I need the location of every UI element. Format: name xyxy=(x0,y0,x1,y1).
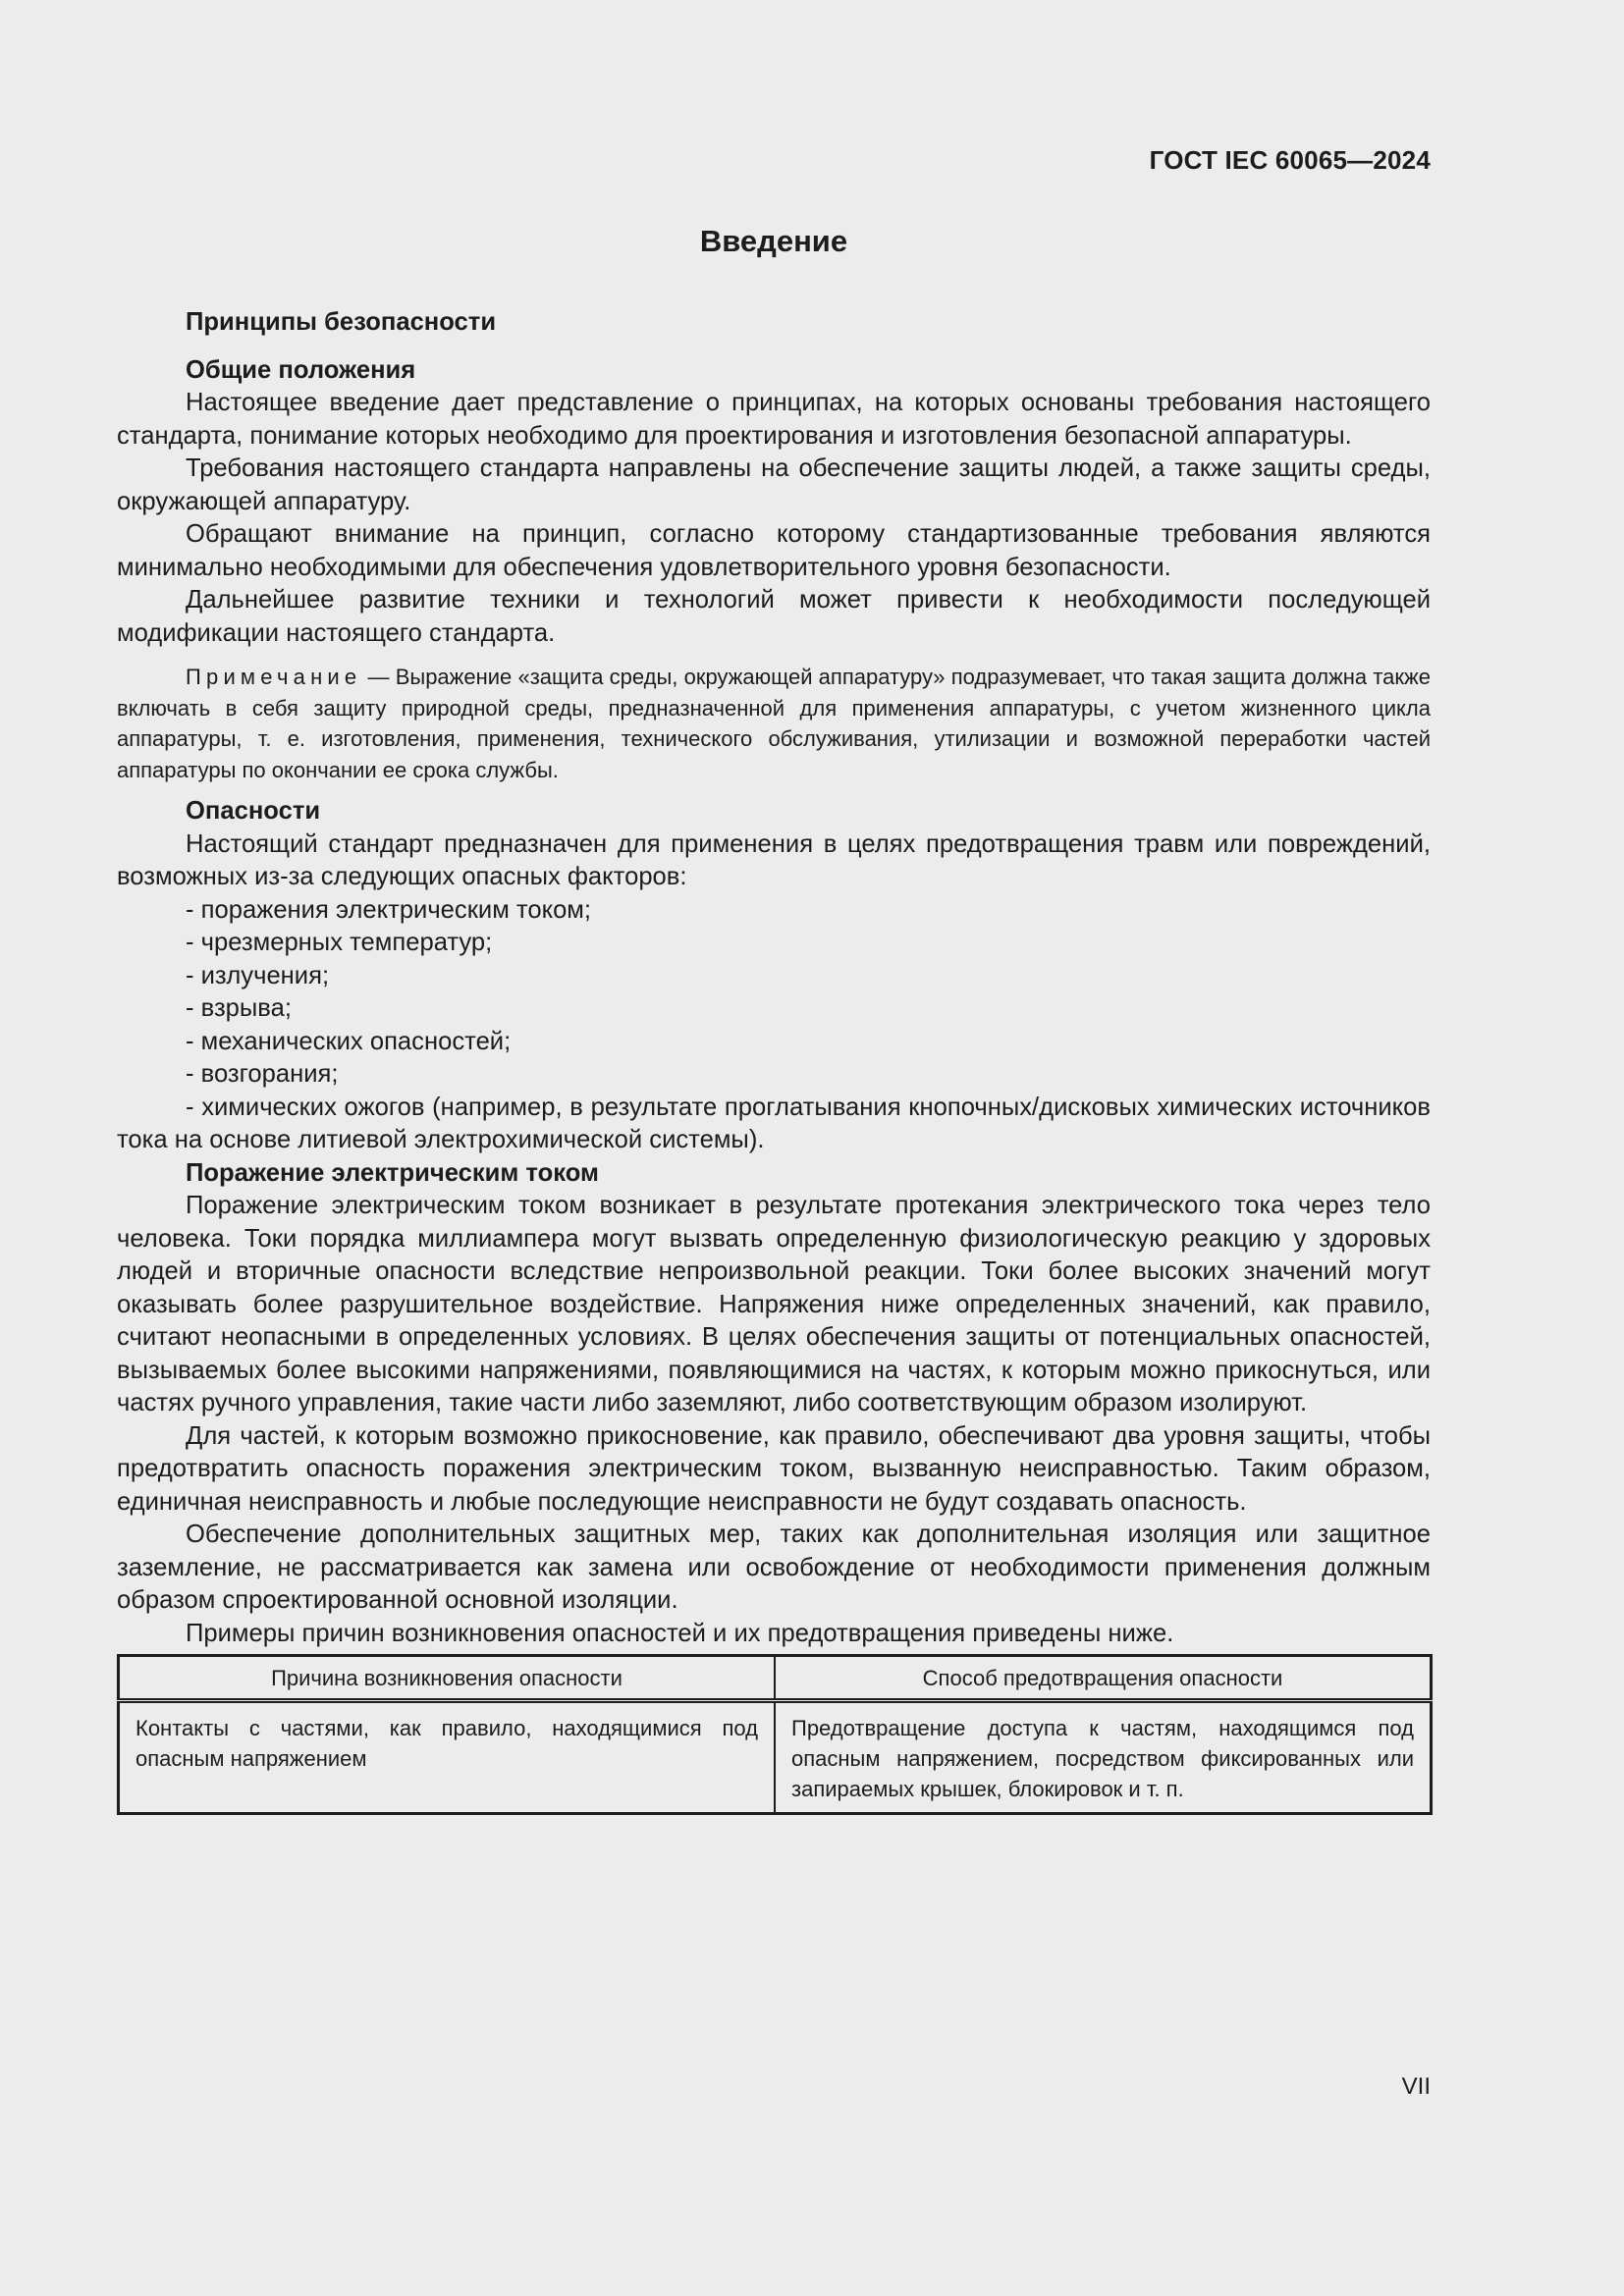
document-body xyxy=(117,306,1431,1815)
list-item-hazard: - чрезмерных температур; xyxy=(186,929,493,956)
paragraph-general-2: Требования настоящего стандарта направлены на обеспечение защиты людей, а также защиты среды, окружающей аппаратуру. xyxy=(117,454,1431,515)
paragraph-shock-4: Примеры причин возникновения опасностей и их предотвращения приведены ниже. xyxy=(186,1619,1174,1647)
note-label: Примечание xyxy=(186,665,362,689)
heading-electric-shock: Поражение электрическим током xyxy=(186,1158,599,1187)
list-item-hazard: - взрыва; xyxy=(186,994,292,1022)
paragraph-shock-1: Поражение электрическим током возникает в результате протекания электрического тока через тело человека. Токи порядка миллиампера могут вызвать определенную физиологическую реакцию у здоровых людей и вторичные опасности вследствие непроизвольной реакции. Токи более высоких значений могут оказывать более разрушительное воздействие. Напряжения ниже определенных значений, как правило, считают неопасными в определенных условиях. В целях обеспечения защиты от потенциальных опасностей, вызываемых более высокими напряжениями, появляющимися на частях, к которым можно прикоснуться, или частях ручного управления, такие части либо заземляют, либо соответствующим образом изолируют. xyxy=(117,1192,1431,1416)
paragraph-general-4: Дальнейшее развитие техники и технологий может привести к необходимости последующей модификации настоящего стандарта. xyxy=(117,586,1431,647)
paragraph-general-1: Настоящее введение дает представление о принципах, на которых основаны требования настоящего стандарта, понимание которых необходимо для проектирования и изготовления безопасной аппаратуры. xyxy=(117,389,1431,450)
list-item-hazard: - излучения; xyxy=(186,961,330,989)
paragraph-shock-2: Для частей, к которым возможно прикосновение, как правило, обеспечивают два уровня защиты, чтобы предотвратить опасность поражения электрическим током, вызванную неисправностью. Таким образом, единичная неисправность и любые последующие неисправности не будут создавать опасность. xyxy=(117,1421,1431,1516)
table-cell-cause: Контакты с частями, как правило, находящимися под опасным напряжением xyxy=(119,1701,776,1814)
paragraph-general-3: Обращают внимание на принцип, согласно которому стандартизованные требования являются минимально необходимыми для обеспечения удовлетворительного уровня безопасности. xyxy=(117,520,1431,581)
table-header-row xyxy=(119,1656,1432,1701)
heading-safety-principles: Принципы безопасности xyxy=(186,308,497,336)
table-header-prevention: Способ предотвращения опасности xyxy=(775,1656,1432,1701)
hazard-causes-table xyxy=(117,1654,1433,1815)
page-number: VII xyxy=(1401,2073,1431,2100)
table-cell-prevention: Предотвращение доступа к частям, находящимся под опасным напряжением, посредством фиксированных или запираемых крышек, блокировок и т. п. xyxy=(791,1716,1414,1801)
list-item-hazard: - возгорания; xyxy=(186,1060,339,1088)
list-item-hazard: - механических опасностей; xyxy=(186,1027,512,1055)
heading-hazards: Опасности xyxy=(186,797,321,825)
paragraph-hazards-1: Настоящий стандарт предназначен для применения в целях предотвращения травм или повреждений, возможных из-за следующих опасных факторов: xyxy=(117,829,1431,890)
page-title: Введение xyxy=(699,224,848,258)
paragraph-shock-3: Обеспечение дополнительных защитных мер, таких как дополнительная изоляция или защитное заземление, не рассматривается как замена или освобождение от необходимости применения должным образом спроектированной основной изоляции. xyxy=(117,1521,1431,1614)
heading-general: Общие положения xyxy=(186,355,416,384)
note xyxy=(117,662,1431,785)
list-item-hazard: - поражения электрическим током; xyxy=(186,895,592,924)
document-page xyxy=(117,0,1431,2296)
table-header-cause: Причина возникновения опасности xyxy=(119,1656,776,1701)
note-text: — Выражение «защита среды, окружающей аппаратуру» подразумевает, что такая защита должна также включать в себя защиту природной среды, предназначенной для применения аппаратуры, с учетом жизненного цикла аппаратуры, т. е. изготовления, применения, технического обслуживания, утилизации и возможной переработки частей аппаратуры по окончании ее срока службы. xyxy=(117,665,1431,782)
list-item-hazard: - химических ожогов (например, в результате проглатывания кнопочных/дисковых химических источников тока на основе литиевой электрохимической системы). xyxy=(117,1093,1431,1153)
standard-designation: ГОСТ IEC 60065—2024 xyxy=(1149,145,1431,175)
table-row xyxy=(119,1701,1432,1814)
